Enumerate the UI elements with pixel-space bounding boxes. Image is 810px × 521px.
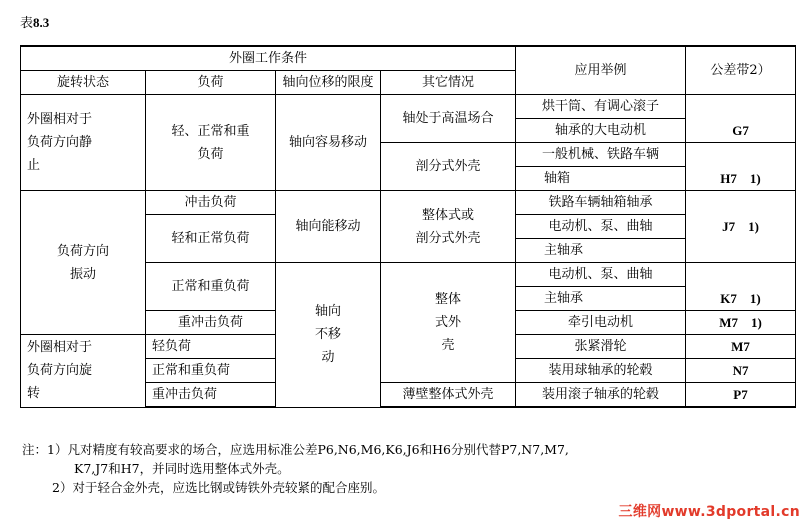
cell-app-rail: 铁路车辆轴箱轴承: [516, 191, 686, 215]
header-load: 负荷: [146, 71, 276, 95]
header-other: 其它情况: [381, 71, 516, 95]
header-application: 应用举例: [516, 46, 686, 95]
cell-g1-axial: 轴向容易移动: [276, 95, 381, 191]
cell-g1-app-a-1: 烘干筒、有调心滚子: [516, 95, 686, 119]
cell-g1-app-a-2: 轴承的大电动机: [516, 119, 686, 143]
cell-heavy-impact: 重冲击负荷: [146, 311, 276, 335]
cell-g1-load: 轻、正常和重 负荷: [146, 95, 276, 191]
cell-tol-h7: H7 1): [686, 143, 796, 191]
cell-app-motor-b-2: 主轴承: [516, 287, 686, 311]
header-outer-conditions: 外圈工作条件: [21, 46, 516, 71]
cell-app-motor-a-1: 电动机、泵、曲轴: [516, 215, 686, 239]
cell-light-load: 轻负荷: [146, 335, 276, 359]
cell-app-traction: 牵引电动机: [516, 311, 686, 335]
cell-heavy-impact-2: 重冲击负荷: [146, 383, 276, 408]
cell-g1-app-b-1: 一般机械、铁路车辆: [516, 143, 686, 167]
cell-tol-j7: J7 1): [686, 191, 796, 263]
tolerance-table: [20, 45, 796, 408]
cell-normal-heavy-2: 正常和重负荷: [146, 359, 276, 383]
note-line-1: 注：1）凡对精度有较高要求的场合，应选用标准公差P6,N6,M6,K6,J6和H6分别代替P7,N7,M7,: [22, 442, 569, 457]
header-axial-limit: 轴向位移的限度: [276, 71, 381, 95]
cell-app-motor-b-1: 电动机、泵、曲轴: [516, 263, 686, 287]
header-rotation-state: 旋转状态: [21, 71, 146, 95]
header-tolerance: 公差带2）: [686, 46, 796, 95]
table-caption: [20, 12, 49, 31]
caption-number: 8.3: [33, 15, 50, 30]
cell-app-roller-hub: 装用滚子轴承的轮毂: [516, 383, 686, 408]
cell-g1-other-a: 轴处于高温场合: [381, 95, 516, 143]
note-line-3: 2）对于轻合金外壳，应选比钢或铸铁外壳较紧的配合座别。: [52, 480, 385, 495]
cell-axial-fixed: 轴向 不移 动: [276, 263, 381, 408]
table-notes: [22, 440, 569, 497]
cell-tol-m7: M7: [686, 335, 796, 359]
cell-other-whole-split: 整体式或 剖分式外壳: [381, 191, 516, 263]
cell-impact-load: 冲击负荷: [146, 191, 276, 215]
cell-g1-other-b: 剖分式外壳: [381, 143, 516, 191]
cell-tol-n7: N7: [686, 359, 796, 383]
cell-g3-state: 外圈相对于 负荷方向旋 转: [21, 335, 146, 408]
cell-axial-movable: 轴向能移动: [276, 191, 381, 263]
cell-app-ball-hub: 装用球轴承的轮毂: [516, 359, 686, 383]
cell-app-pulley: 张紧滑轮: [516, 335, 686, 359]
caption-prefix: 表: [20, 16, 34, 31]
cell-g2-state: 负荷方向 振动: [21, 191, 146, 335]
site-watermark: 三维网www.3dportal.cn: [618, 504, 800, 520]
cell-other-whole: 整体 式外 壳: [381, 263, 516, 383]
cell-tol-k7: K7 1): [686, 263, 796, 311]
cell-app-motor-a-2: 主轴承: [516, 239, 686, 263]
cell-tol-g7: G7: [686, 95, 796, 143]
cell-g1-state: 外圈相对于 负荷方向静 止: [21, 95, 146, 191]
cell-light-normal: 轻和正常负荷: [146, 215, 276, 263]
cell-tol-m7-1: M7 1): [686, 311, 796, 335]
cell-normal-heavy: 正常和重负荷: [146, 263, 276, 311]
cell-thin-wall: 薄壁整体式外壳: [381, 383, 516, 408]
cell-g1-app-b-2: 轴箱: [516, 167, 686, 191]
note-line-2: K7,J7和H7，并同时选用整体式外壳。: [74, 461, 290, 476]
cell-tol-p7: P7: [686, 383, 796, 408]
